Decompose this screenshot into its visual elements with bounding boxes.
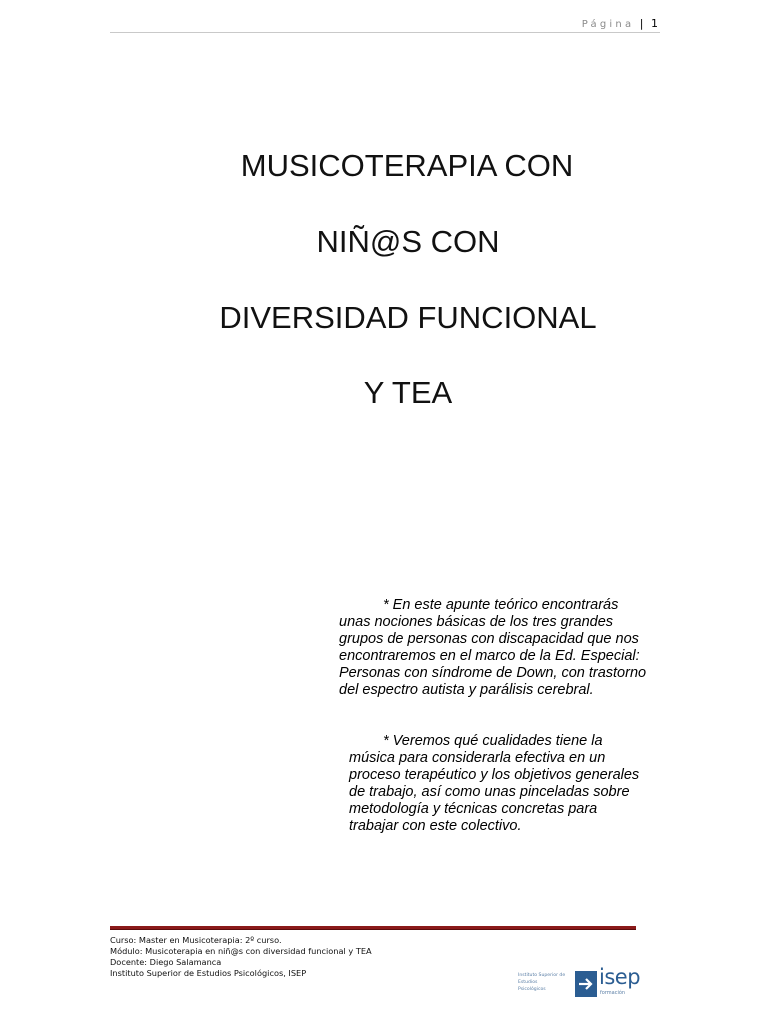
- logo-arrow-icon: [575, 971, 597, 997]
- title-line-4: Y TEA: [363, 375, 453, 410]
- page-header: [110, 16, 660, 33]
- footer-course: Curso: Master en Musicoterapia: 2º curso.: [110, 935, 282, 945]
- logo-tagline-line: Estudios: [518, 980, 538, 985]
- logo-tagline-line: Psicológicos: [518, 987, 546, 992]
- logo-tagline-line: Instituto Superior de: [518, 973, 566, 978]
- logo-subtext: formación: [600, 990, 626, 996]
- isep-logo: [518, 965, 641, 1000]
- logo-brand-text: isep: [599, 965, 641, 989]
- footer-info: [110, 935, 530, 979]
- title-line-1: MUSICOTERAPIA CON: [240, 148, 574, 183]
- footer-module: Módulo: Musicoterapia en niñ@s con diversidad funcional y TEA: [110, 946, 372, 956]
- intro-paragraph: * En este apunte teórico encontrarás unas nociones básicas de los tres grandes grupos de personas con discapacidad que nos encontraremos en el marco de la Ed. Especial: Personas con síndrome de Down, con trastorno del espectro autista y parálisis cerebral.: [339, 597, 647, 698]
- footer-divider: [110, 926, 636, 929]
- page-number: 1: [651, 17, 658, 30]
- objectives-paragraph: * Veremos qué cualidades tiene la música para considerarla efectiva en un proceso terapéutico y los objetivos generales de trabajo, así como unas pinceladas sobre metodología y técnicas concretas para trabajar con este colectivo.: [349, 733, 640, 834]
- footer-teacher: Docente: Diego Salamanca: [110, 957, 222, 967]
- page-word: Página: [581, 19, 635, 30]
- page-number-indicator: [582, 17, 658, 30]
- footer-institute: Instituto Superior de Estudios Psicológicos, ISEP: [110, 968, 307, 978]
- page-separator: |: [639, 17, 644, 30]
- title-line-2: NIÑ@S CON: [316, 224, 500, 259]
- logo-tagline: [518, 972, 574, 993]
- title-line-3: DIVERSIDAD FUNCIONAL: [219, 300, 597, 335]
